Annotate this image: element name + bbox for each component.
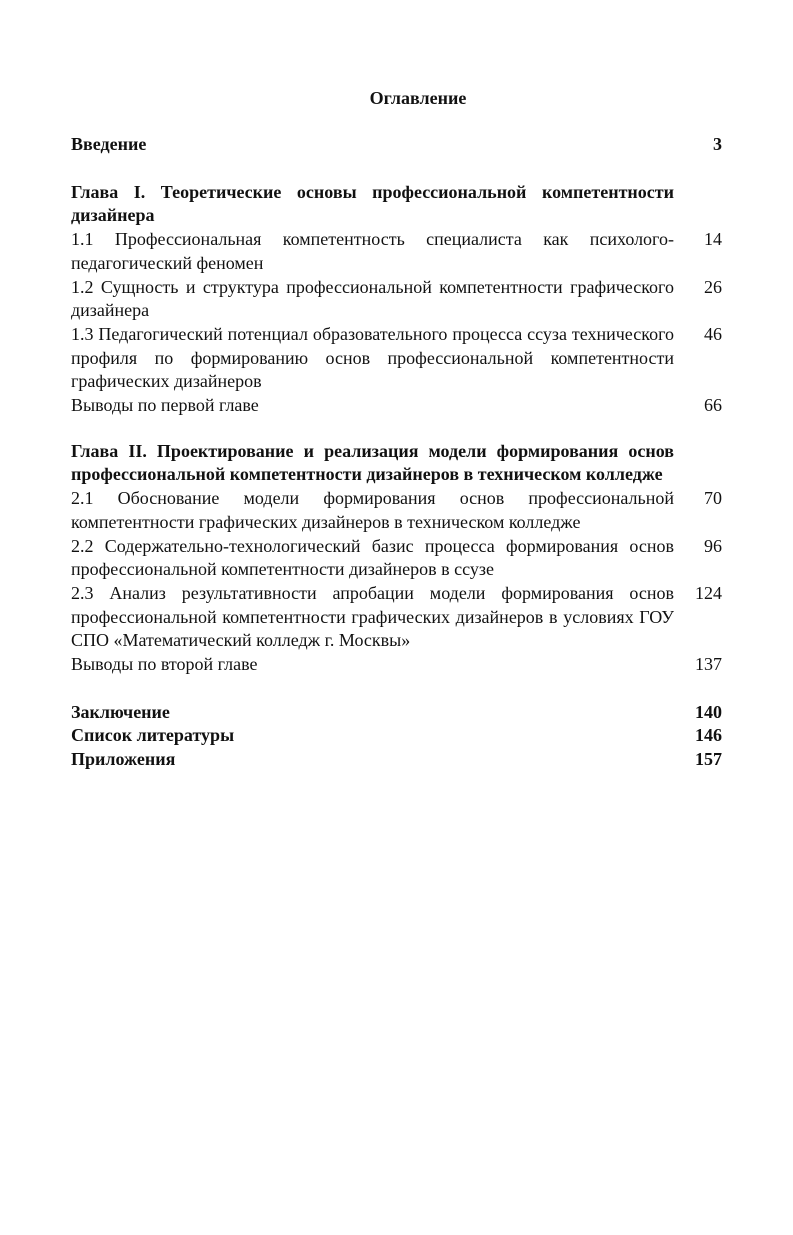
toc-entry-1-1 [71,228,722,275]
toc-entry-text: Выводы по второй главе [71,654,258,675]
toc-entry-text: 1.1 Профессиональная компетентность специалиста как психолого-педагогический феномен [71,229,674,273]
toc-entry-page: 157 [695,749,722,770]
toc-entry-chapter-2-conclusions [71,653,722,677]
toc-entry-page: 140 [695,701,722,722]
toc-entry-label: Список литературы [71,725,235,746]
toc-entry-appendices [71,748,722,772]
toc-entry-page: 124 [695,582,722,603]
toc-entry-chapter-1-conclusions [71,394,722,418]
toc-entry-bibliography [71,724,722,748]
toc-entry-text: 1.2 Сущность и структура профессиональной компетентности графического дизайнера [71,276,674,321]
toc-entry-text: Выводы по первой главе [71,395,259,416]
toc-entry-text: 2.2 Содержательно-технологический базис процесса формирования основ профессиональной компетентности дизайнеров в ссузе [71,535,674,580]
toc-entry-conclusion [71,701,722,725]
toc-entry-2-1 [71,487,722,534]
table-of-contents [71,133,722,772]
toc-entry-1-3 [71,323,722,394]
toc-entry-2-3 [71,582,722,653]
toc-entry-page: 26 [704,276,722,297]
toc-entry-text: 2.3 Анализ результативности апробации модели формирования основ профессиональной компетентности графических дизайнеров в условиях ГОУ СПО «Математический колледж г. Москвы» [71,582,674,651]
toc-entry-page: 66 [704,395,722,416]
toc-entry-page: 3 [713,134,722,154]
toc-entry-page: 146 [695,725,722,746]
toc-entry-text: 1.3 Педагогический потенциал образовательного процесса ссуза технического профиля по формированию основ профессиональной компетентности графических дизайнеров [71,323,674,392]
toc-entry-page: 70 [704,488,722,509]
page-title: Оглавление [369,88,467,108]
toc-entry-2-2 [71,535,722,582]
toc-entry-label: Приложения [71,749,176,770]
toc-entry-1-2 [71,276,722,323]
toc-entry-page: 46 [704,323,722,344]
toc-entry-page: 137 [695,654,722,675]
toc-entry-intro [71,133,722,157]
toc-entry-label: Введение [71,134,147,154]
toc-entry-page: 14 [704,229,722,250]
chapter-1-heading: Глава I. Теоретические основы профессиональной компетентности дизайнера [71,181,674,226]
toc-entry-text: 2.1 Обоснование модели формирования основ профессиональной компетентности графических дизайнеров в техническом колледже [71,488,674,532]
toc-entry-page: 96 [704,535,722,556]
toc-entry-label: Заключение [71,701,170,722]
chapter-2-heading: Глава II. Проектирование и реализация модели формирования основ профессиональной компетентности дизайнеров в техническом колледже [71,440,674,485]
